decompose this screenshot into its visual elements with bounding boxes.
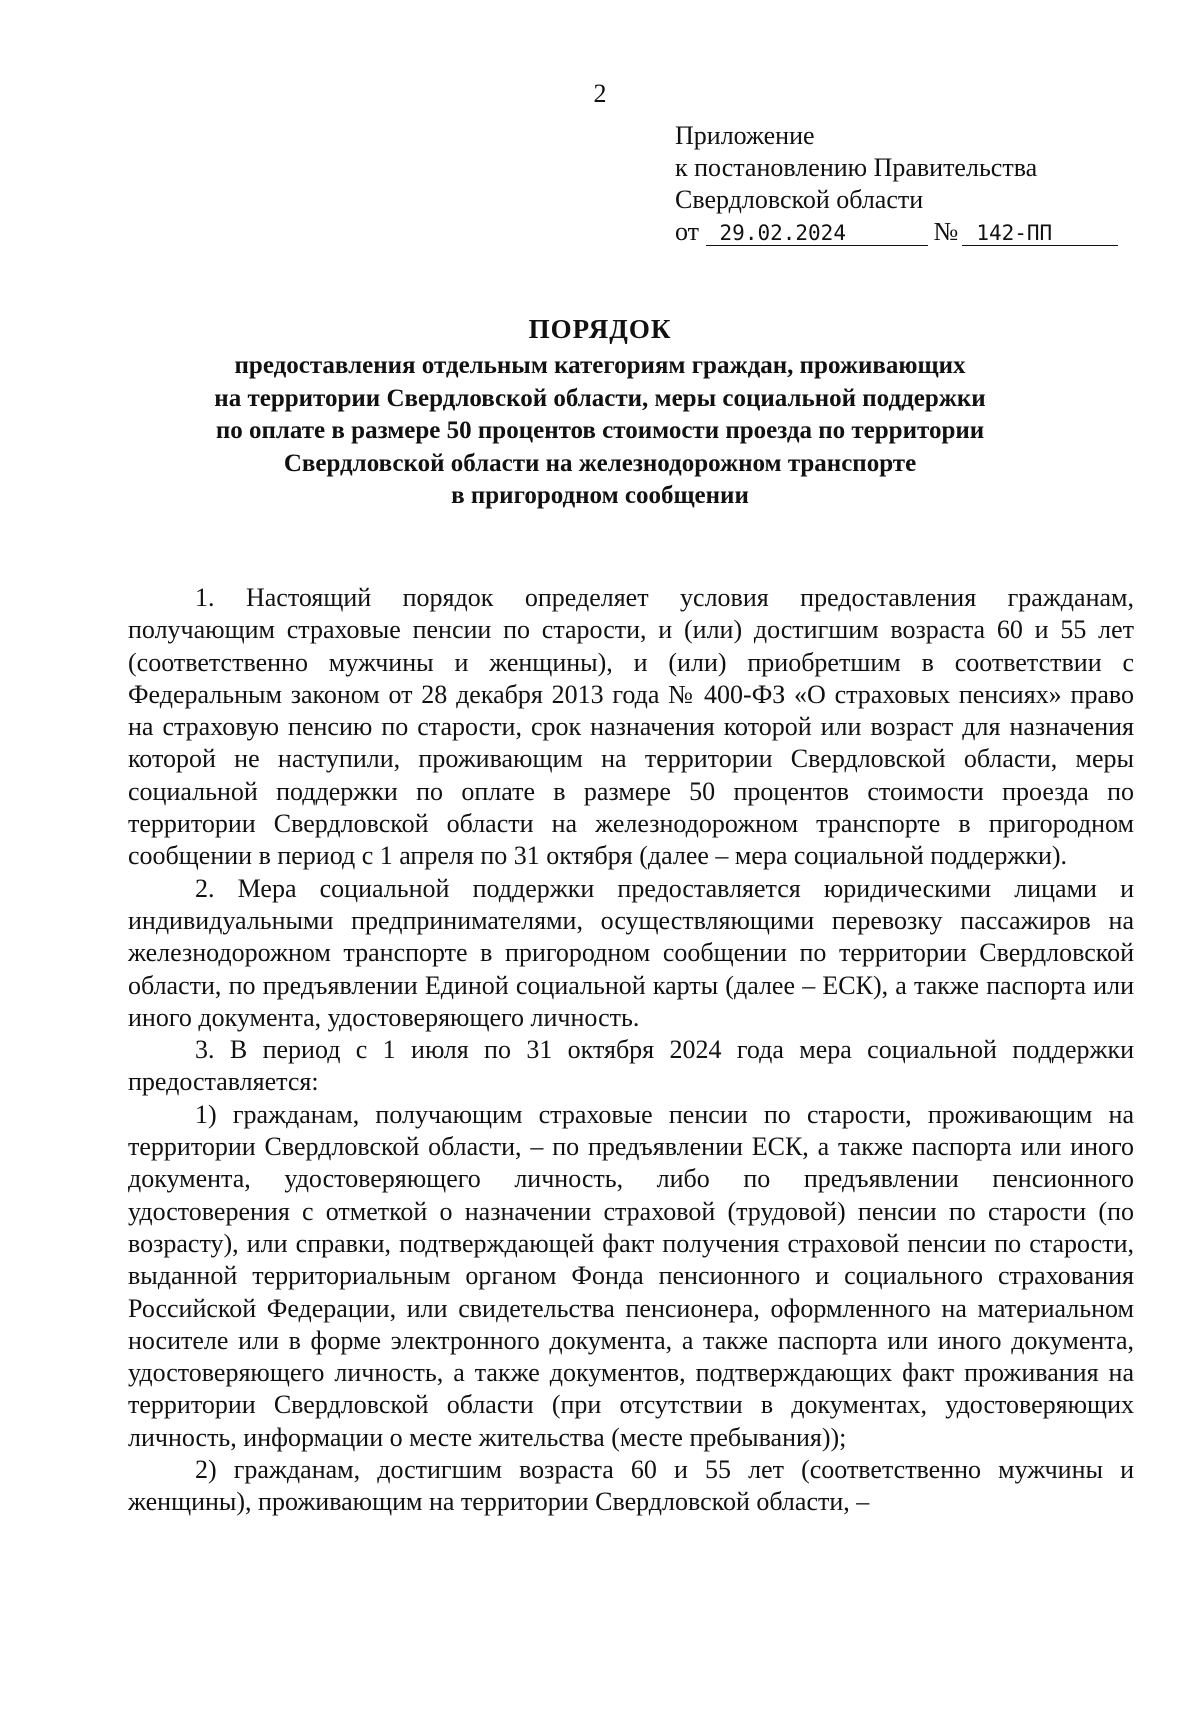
number-sign: № xyxy=(933,217,959,246)
paragraph-3-item-2: 2) гражданам, достигшим возраста 60 и 55 лет (соответственно мужчины и женщины), проживающим на территории Свердловской области, – xyxy=(128,1455,1134,1517)
subtitle-line: в пригородном сообщении xyxy=(451,482,749,509)
paragraph-2: 2. Мера социальной поддержки предоставляется юридическими лицами и индивидуальными предпринимателями, осуществляющими перевозку пассажиров на железнодорожном транспорте в пригородном сообщении по территории Свердловской области, по предъявлении Единой социальной карты (далее – ЕСК), а также паспорта или иного документа, удостоверяющего личность. xyxy=(128,873,1134,1032)
paragraph-3-item-1: 1) гражданам, получающим страховые пенсии по старости, проживающим на территории Свердловской области, – по предъявлении ЕСК, а также паспорта или иного документа, удостоверяющего личность, либо по предъявлении пенсионного удостоверения с отметкой о назначении страховой (трудовой) пенсии по старости (по возрасту), или справки, подтверждающей факт получения страховой пенсии по старости, выданной территориальным органом Фонда пенсионного и социального страхования Российской Федерации, или свидетельства пенсионера, оформленного на материальном носителе или в форме электронного документа, а также паспорта или иного документа, удостоверяющего личность, а также документов, подтверждающих факт проживания на территории Свердловской области (при отсутствии в документах, удостоверяющих личность, информации о месте жительства (месте пребывания)); xyxy=(128,1099,1134,1452)
document-title: ПОРЯДОК xyxy=(528,314,672,344)
title-block xyxy=(128,312,1072,513)
subtitle-line: Свердловской области на железнодорожном транспорте xyxy=(283,449,917,477)
page-number: 2 xyxy=(593,79,607,108)
appendix-block xyxy=(675,120,1118,248)
appendix-line-2: к постановлению Правительства xyxy=(675,153,1038,182)
document-body xyxy=(128,582,1134,1519)
resolution-number: 142-ПП xyxy=(962,221,1118,246)
paragraph-3: 3. В период с 1 июля по 31 октября 2024 года мера социальной поддержки предоставляется: xyxy=(128,1035,1134,1097)
from-label: от xyxy=(675,217,700,246)
subtitle-line: по оплате в размере 50 процентов стоимости проезда по территории xyxy=(215,417,985,444)
paragraph-1: 1. Настоящий порядок определяет условия предоставления гражданам, получающим страховые пенсии по старости, и (или) достигшим возраста 60 и 55 лет (соответственно мужчины и женщины), и (или) приобретшим в соответствии с Федеральным законом от 28 декабря 2013 года № 400-ФЗ «О страховых пенсиях» право на страховую пенсию по старости, срок назначения которой или возраст для назначения которой не наступили, проживающим на территории Свердловской области, меры социальной поддержки по оплате в размере 50 процентов стоимости проезда по территории Свердловской области на железнодорожном транспорте в пригородном сообщении в период с 1 апреля по 31 октября (далее – мера социальной поддержки). xyxy=(128,583,1134,871)
appendix-line-3: Свердловской области xyxy=(675,185,924,214)
appendix-line-1: Приложение xyxy=(675,121,815,150)
resolution-date: 29.02.2024 xyxy=(706,221,928,246)
subtitle-line: предоставления отдельным категориям граждан, проживающих xyxy=(234,352,966,379)
appendix-date-number-row xyxy=(675,216,1118,248)
subtitle-line: на территории Свердловской области, меры социальной поддержки xyxy=(214,384,986,412)
